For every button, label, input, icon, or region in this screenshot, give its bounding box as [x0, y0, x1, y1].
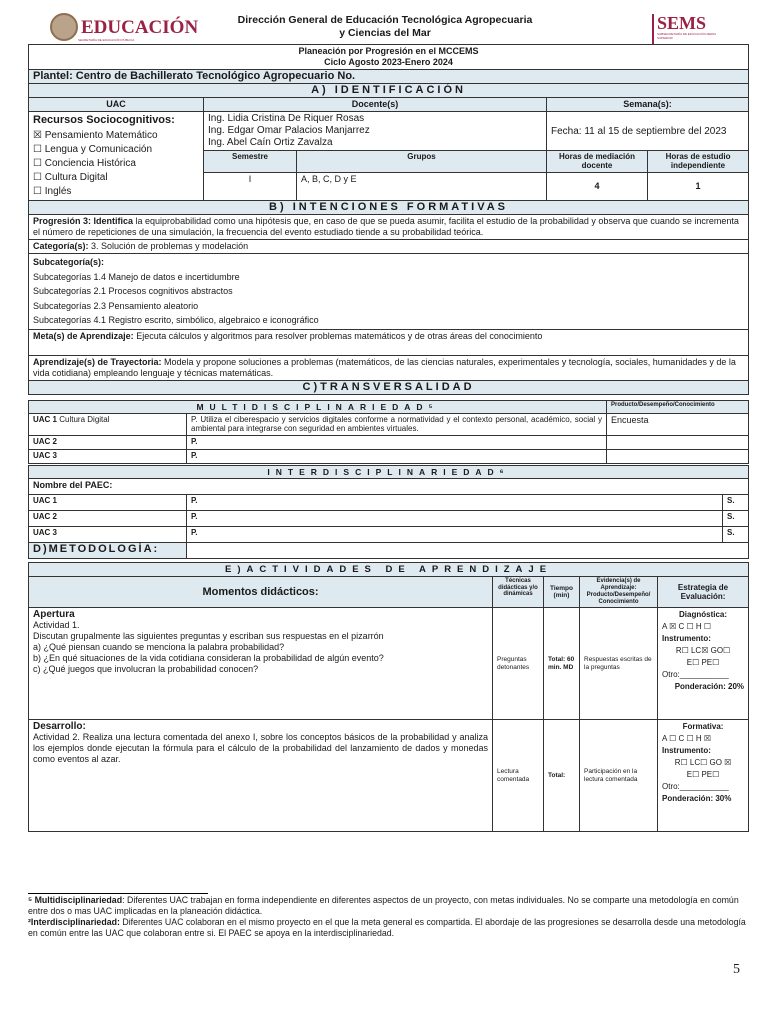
col-grupos: Grupos	[297, 151, 547, 173]
section-identificacion: A) IDENTIFICACIÓN	[29, 84, 749, 98]
docentes-cell: Ing. Lidia Cristina De Riquer Rosas Ing. Edgar Omar Palacios Manjarrez Ing. Abel Caín Ortiz Zavalza	[204, 112, 547, 151]
list-item: Subcategorías 4.1 Registro escrito, simbólico, algebraico e iconográfico	[33, 315, 319, 325]
s-inter: S.	[723, 511, 749, 527]
uac2-inter: UAC 2	[29, 511, 187, 527]
metodologia-value	[187, 543, 749, 559]
plan-title: Planeación por Progresión en el MCCEMS Ciclo Agosto 2023-Enero 2024	[29, 45, 749, 70]
desarrollo-evaluacion: Formativa: A ☐ C ☐ H ☒ Instrumento: R☐ LC☐ GO ☒ E☐ PE☐ Otro:___________ Ponderación: 30%	[658, 720, 749, 832]
uac1-producto: Encuesta	[607, 414, 749, 436]
footnote-6: ²Interdisciplinariedad: Diferentes UAC colaboran en el mismo proyecto en el que la meta general es compartida. El abordaje de las progresiones se desarrolla desde una metodología en común entre las UAC que colaboran entre si. El PAEC se apoya en la interdisciplinariedad.	[28, 917, 746, 938]
checkbox-item[interactable]: ☐ Cultura Digital	[33, 172, 108, 183]
paec-label: Nombre del PAEC:	[29, 479, 749, 495]
uac3-inter: UAC 3	[29, 527, 187, 543]
footnotes	[28, 895, 748, 939]
checkbox-item[interactable]: ☐ Lengua y Comunicación	[33, 144, 153, 155]
col-tecnicas: Técnicas didácticas y/o dinámicas	[493, 577, 544, 608]
desarrollo-tiempo: Total:	[544, 720, 580, 832]
checkbox-item[interactable]: ☐ Inglés	[33, 186, 72, 197]
desarrollo-evidencia: Participación en la lectura comentada	[580, 720, 658, 832]
footnote-divider	[28, 893, 208, 894]
uac3-p: P.	[187, 450, 607, 464]
uac1-p: P. Utiliza el ciberespacio y servicios digitales conforme a normatividad y el contexto personal, académico, social y ambiental para integrarse con seguridad en ambientes virtuales.	[187, 414, 607, 436]
multidisciplinariedad-table	[28, 400, 749, 464]
actividades-table	[28, 562, 749, 832]
checkbox-item[interactable]: ☒ Pensamiento Matemático	[33, 130, 158, 141]
uac1-inter: UAC 1	[29, 495, 187, 511]
meta-aprendizaje: Meta(s) de Aprendizaje: Ejecuta cálculos y algoritmos para resolver problemas matemáticos y de otras áreas del conocimiento	[29, 329, 749, 355]
recursos-cell: Recursos Sociocognitivos: ☒ Pensamiento Matemático ☐ Lengua y Comunicación ☐ Conciencia Histórica ☐ Cultura Digital ☐ Inglés	[29, 112, 204, 201]
list-item: Subcategorías 2.3 Pensamiento aleatorio	[33, 300, 199, 311]
grupos-value: A, B, C, D y E	[297, 173, 547, 201]
uac3-label: UAC 3	[29, 450, 187, 464]
planning-table	[28, 44, 749, 395]
educacion-logo: EDUCACIÓN	[50, 12, 198, 42]
uac2-p: P.	[187, 436, 607, 450]
progresion: Progresión 3: Identifica la equiprobabilidad como una hipótesis que, en caso de que se pueda asumir, facilita el estudio de la probabilidad y observa que cuando se incrementa el número de repeticiones de una simulación, la frecuencia del evento estudiado tiende a su probabilidad teórica.	[29, 215, 749, 240]
checkbox-item[interactable]: ☐ Conciencia Histórica	[33, 158, 136, 169]
apertura-evidencia: Respuestas escritas de la preguntas	[580, 608, 658, 720]
fecha-cell: Fecha: 11 al 15 de septiembre del 2023	[547, 112, 749, 151]
page-number: 5	[733, 962, 740, 977]
p-inter: P.	[187, 511, 723, 527]
s-inter: S.	[723, 495, 749, 511]
uac2-producto	[607, 436, 749, 450]
desarrollo-tecnica: Lectura comentada	[493, 720, 544, 832]
recursos-list	[33, 129, 199, 199]
col-docentes: Docente(s)	[204, 98, 547, 112]
p-inter: P.	[187, 495, 723, 511]
list-item: Subcategorías 2.1 Procesos cognitivos abstractos	[33, 286, 233, 296]
p-inter: P.	[187, 527, 723, 543]
uac3-producto	[607, 450, 749, 464]
footnote-5: ⁵ Multidisciplinariedad: Diferentes UAC trabajan en forma independiente en diferentes aspectos de un proyecto, con metas individuales. No se comparte una metodología en común entre dos o mas UAC implicadas en la planeación didáctica.	[28, 895, 739, 916]
apertura-cell: Apertura Actividad 1. Discutan grupalmente las siguientes preguntas y escriban sus respuestas en el pizarrón a) ¿Qué piensan cuando se menciona la palabra probabilidad? b) ¿En qué situaciones de la vida cotidiana consideran la probabilidad de algún evento? c) ¿Qué juegos que involucran la probabilidad conocen?	[29, 608, 493, 720]
aprendizaje-trayectoria: Aprendizaje(s) de Trayectoria: Modela y propone soluciones a problemas (matemáticos, de las ciencias naturales, experimentales y tecnología, sociales, humanidades y de la vida cotidiana) empleando lenguaje y técnicas matemáticas.	[29, 355, 749, 380]
header-title: Dirección General de Educación Tecnológica Agropecuaria y Ciencias del Mar	[237, 14, 533, 39]
seal-icon	[50, 13, 78, 41]
sems-logo: SEMS SUBSECRETARÍA DE EDUCACIÓN MEDIA SUPERIOR	[652, 14, 719, 44]
list-item: Subcategorías 1.4 Manejo de datos e incertidumbre	[33, 271, 240, 282]
col-estrategia: Estrategia de Evaluación:	[658, 577, 749, 608]
col-semana: Semana(s):	[547, 98, 749, 112]
col-momentos: Momentos didácticos:	[29, 577, 493, 608]
section-transversalidad: C)TRANSVERSALIDAD	[29, 380, 749, 394]
uac1-cell: UAC 1 Cultura Digital	[29, 414, 187, 436]
section-intenciones: B) INTENCIONES FORMATIVAS	[29, 201, 749, 215]
col-evidencias: Evidencia(s) de Aprendizaje: Producto/Desempeño/ Conocimiento	[580, 577, 658, 608]
producto-heading: Producto/Desempeño/Conocimiento	[607, 401, 749, 414]
horas-mediacion-value: 4	[547, 173, 648, 201]
inter-heading: INTERDISCIPLINARIEDAD⁶	[29, 466, 749, 479]
uac2-label: UAC 2	[29, 436, 187, 450]
plantel: Plantel: Centro de Bachillerato Tecnológico Agropecuario No.	[29, 70, 749, 84]
multi-heading: MULTIDISCIPLINARIEDAD⁵	[29, 401, 607, 414]
interdisciplinariedad-table	[28, 465, 749, 559]
page-header: EDUCACIÓN SECRETARÍA DE EDUCACIÓN PÚBLICA Dirección General de Educación Tecnológica Agropecuaria y Ciencias del Mar SEMS SUBSECRETARÍA DE EDUCACIÓN MEDIA SUPERIOR	[0, 0, 768, 44]
col-horas-estudio: Horas de estudio independiente	[648, 151, 749, 173]
section-actividades: E)ACTIVIDADES DE APRENDIZAJE	[29, 563, 749, 577]
section-metodologia: D)METODOLOGÍA:	[29, 543, 187, 559]
categoria: Categoría(s): 3. Solución de problemas y modelación	[29, 240, 749, 254]
desarrollo-cell: Desarrollo: Actividad 2. Realiza una lectura comentada del anexo I, sobre los conceptos básicos de la probabilidad y analiza los ejemplos donde ejecutan la fórmula para el cálculo de la probabilidad del lanzamiento de dados y monedas como eventos al azar.	[29, 720, 493, 832]
col-uac: UAC	[29, 98, 204, 112]
s-inter: S.	[723, 527, 749, 543]
col-tiempo: Tiempo (min)	[544, 577, 580, 608]
apertura-evaluacion: Diagnóstica: A ☒ C ☐ H ☐ Instrumento: R☐ LC☒ GO☐ E☐ PE☐ Otro:___________ Ponderación: 20%	[658, 608, 749, 720]
col-semestre: Semestre	[204, 151, 297, 173]
col-horas-mediacion: Horas de mediación docente	[547, 151, 648, 173]
apertura-tiempo: Total: 60 min. MD	[544, 608, 580, 720]
semestre-value: I	[204, 173, 297, 201]
horas-estudio-value: 1	[648, 173, 749, 201]
apertura-tecnica: Preguntas detonantes	[493, 608, 544, 720]
subcategorias: Subcategoría(s): Subcategorías 1.4 Manejo de datos e incertidumbre Subcategorías 2.1 Procesos cognitivos abstractos Subcategorías 2.3 Pensamiento aleatorio Subcategorías 4.1 Registro escrito, simbólico, algebraico e iconográfico	[29, 254, 749, 330]
